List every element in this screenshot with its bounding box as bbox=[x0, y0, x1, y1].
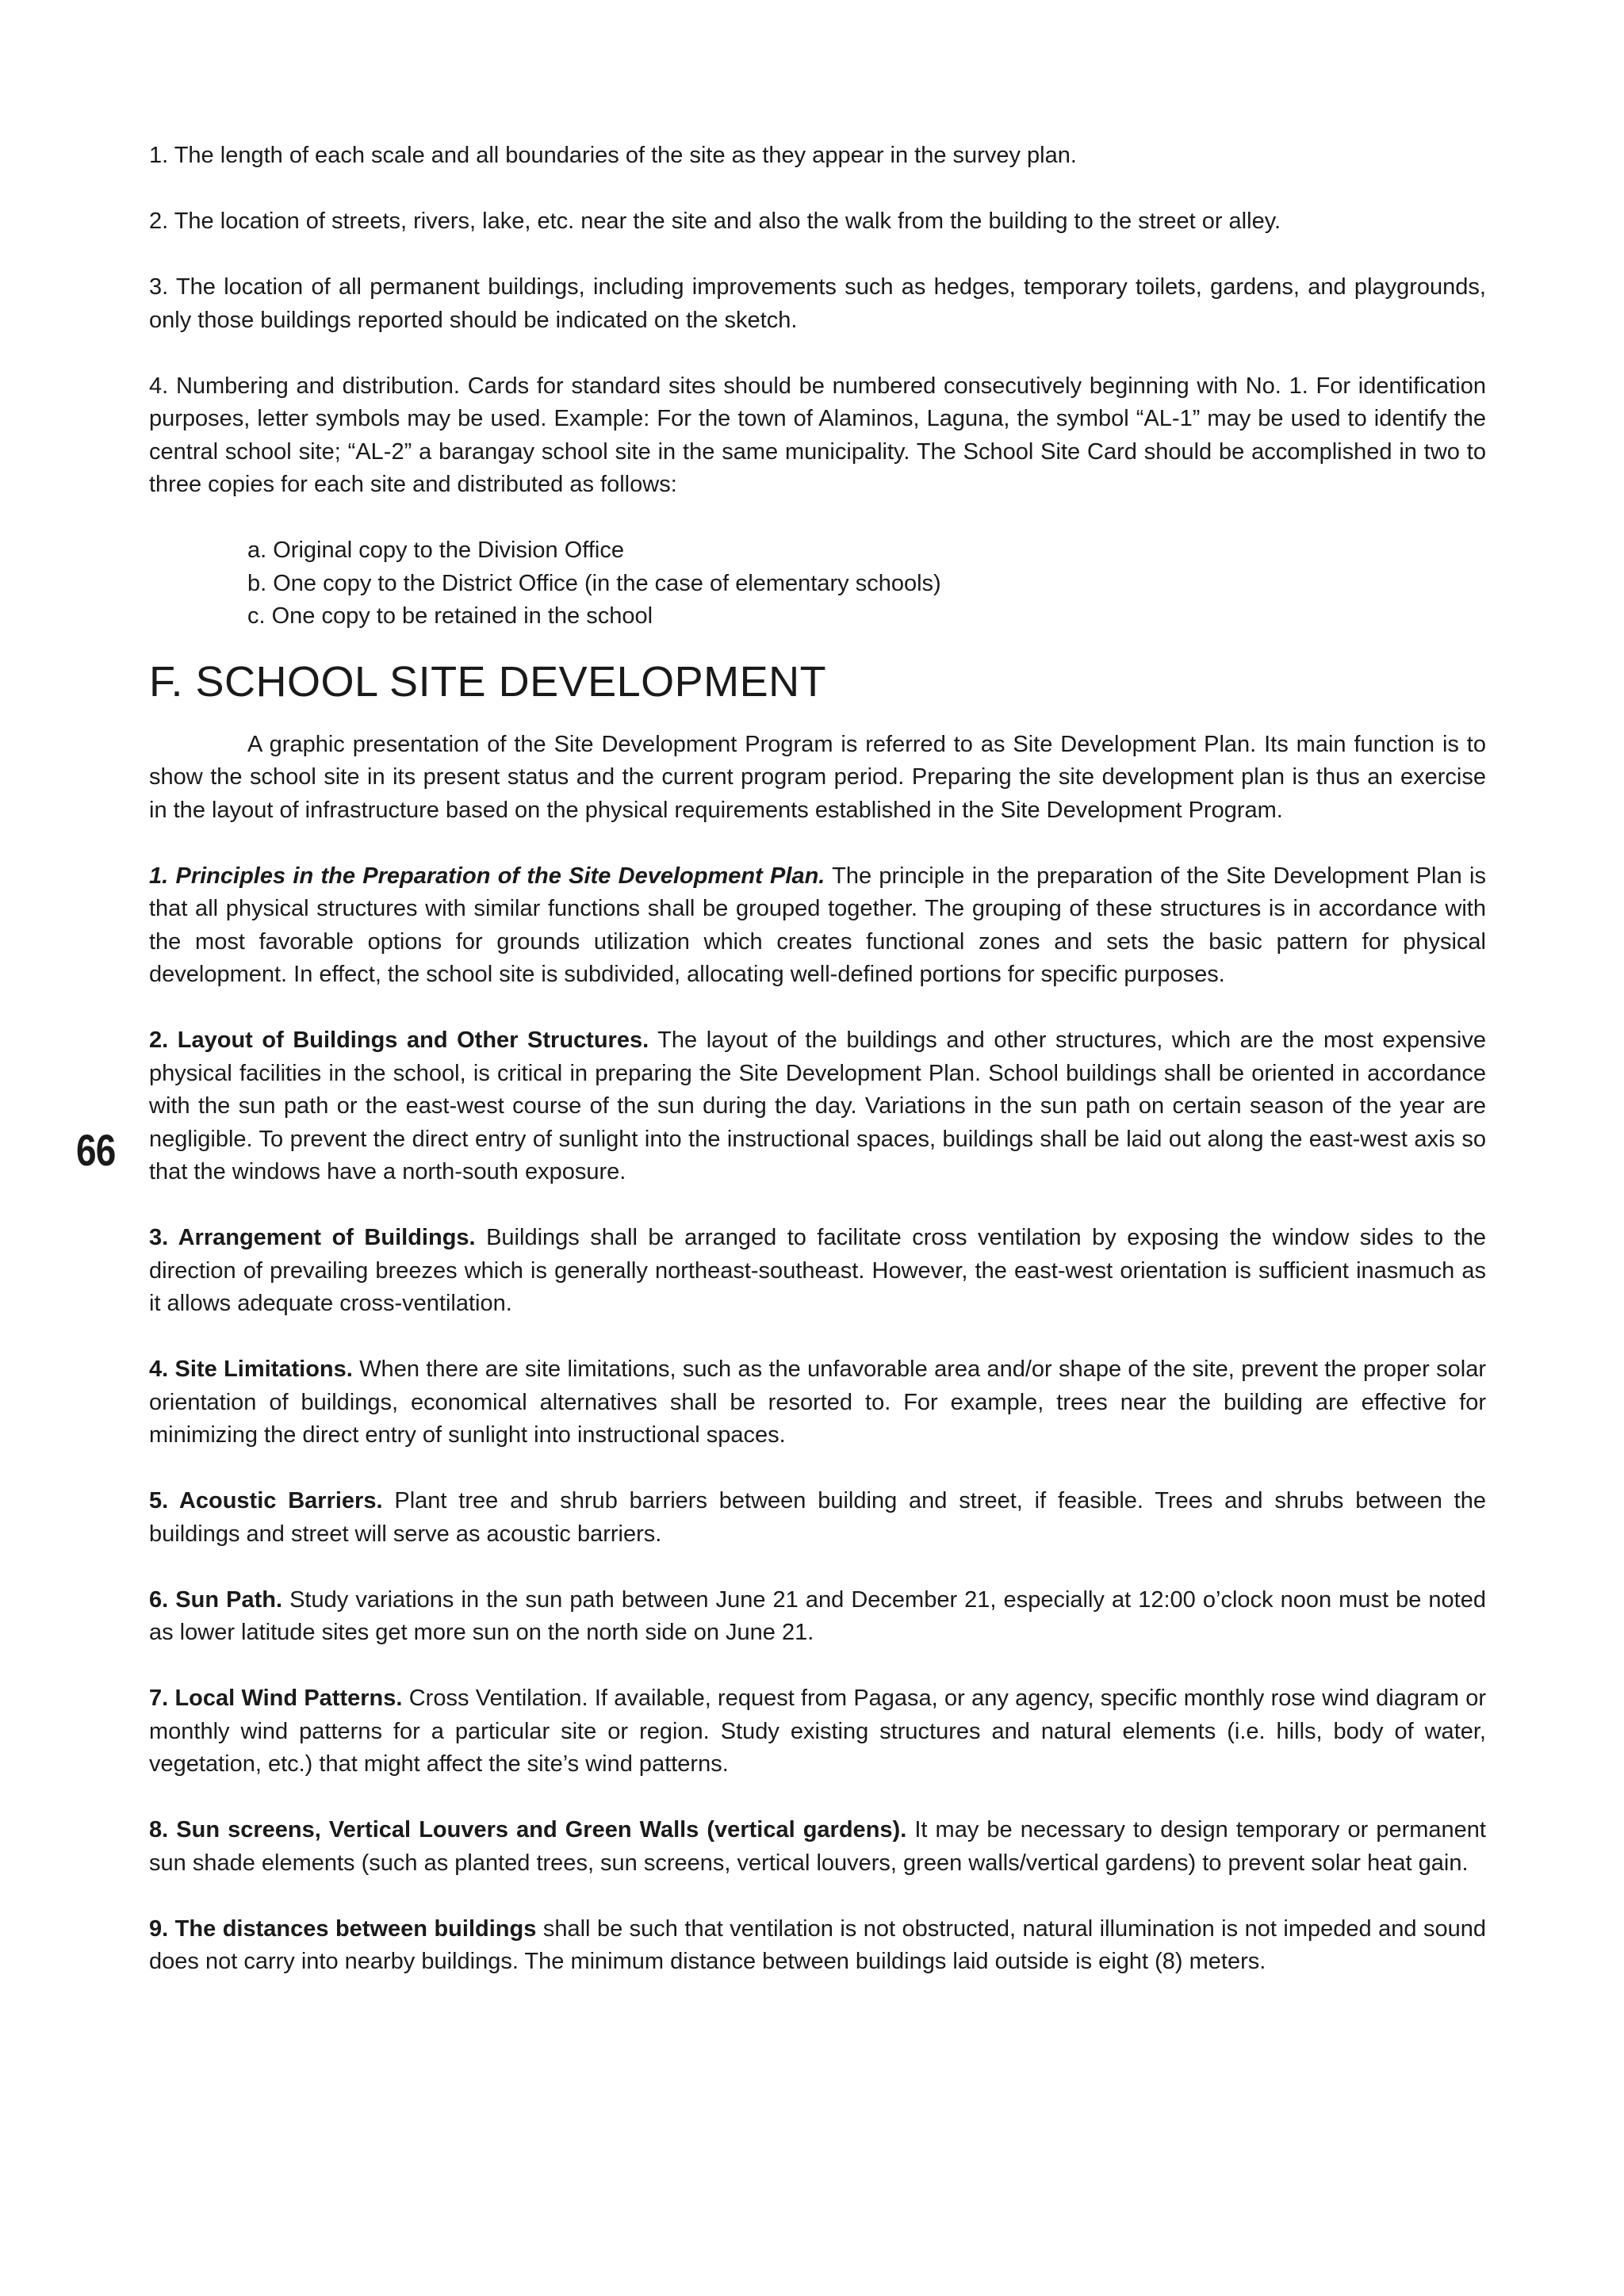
principle-6 bbox=[149, 1584, 1486, 1650]
principle-3-lead: 3. Arrangement of Buildings. bbox=[149, 1225, 476, 1250]
principle-4-lead: 4. Site Limitations. bbox=[149, 1357, 353, 1382]
principle-8 bbox=[149, 1814, 1486, 1880]
principle-1-text: The principle in the preparation of the Site Development Plan is that all physical structures with similar functions shall be grouped together. The grouping of these structures is in accordance with the most favorable options for grounds utilization which creates functional zones and sets the basic pattern for physical development. In effect, the school site is subdivided, allocating well-defined portions for specific purposes. bbox=[149, 863, 1486, 987]
principle-5 bbox=[149, 1485, 1486, 1551]
principle-8-lead: 8. Sun screens, Vertical Louvers and Green Walls (vertical gardens). bbox=[149, 1817, 907, 1843]
principle-7-text: Cross Ventilation. If available, request from Pagasa, or any agency, specific monthly rose wind diagram or monthly wind patterns for a particular site or region. Study existing structures and natural elements (i.e. hills, body of water, vegetation, etc.) that might affect the site’s wind patterns. bbox=[149, 1686, 1486, 1777]
section-title: F. SCHOOL SITE DEVELOPMENT bbox=[149, 657, 827, 706]
principle-2-lead: 2. Layout of Buildings and Other Structures. bbox=[149, 1027, 649, 1053]
principle-4 bbox=[149, 1353, 1486, 1452]
principle-4-text: When there are site limitations, such as the unfavorable area and/or shape of the site, prevent the proper solar orientation of buildings, economical alternatives shall be resorted to. For example, trees near the building are effective for minimizing the direct entry of sunlight into instructional spaces. bbox=[149, 1357, 1487, 1448]
distribution-item: b. One copy to the District Office (in the case of elementary schools) bbox=[247, 570, 941, 596]
intro-item-4: 4. Numbering and distribution. Cards for standard sites should be numbered consecutively beginning with No. 1. For identification purposes, letter symbols may be used. Example: For the town of Alaminos, Laguna, the symbol “AL-1” may be used to identify the central school site; “AL-2” a barangay school site in the same municipality. The School Site Card should be accomplished in two to three copies for each site and distributed as follows: bbox=[149, 373, 1486, 497]
principle-5-lead: 5. Acoustic Barriers. bbox=[149, 1488, 383, 1513]
principle-9-text: shall be such that ventilation is not obstructed, natural illumination is not impeded and sound does not carry into nearby buildings. The minimum distance between buildings laid outside is eight (8) meters. bbox=[149, 1915, 1486, 1974]
principle-8-text: It may be necessary to design temporary or permanent sun shade elements (such as planted trees, sun screens, vertical louvers, green walls/vertical gardens) to prevent solar heat gain. bbox=[149, 1817, 1486, 1876]
principle-2 bbox=[149, 1024, 1486, 1189]
principle-2-text: The layout of the buildings and other structures, which are the most expensive physical facilities in the school, is critical in preparing the Site Development Plan. School buildings shall be oriented in accordance with the sun path or the east-west course of the sun during the day. Variations in the sun path on certain season of the year are negligible. To prevent the direct entry of sunlight into the instructional spaces, buildings shall be laid out along the east-west axis so that the windows have a north-south exposure. bbox=[149, 1027, 1487, 1184]
principle-6-text: Study variations in the sun path between June 21 and December 21, especially at 12:00 o’clock noon must be noted as lower latitude sites get more sun on the north side on June 21. bbox=[149, 1586, 1486, 1645]
principle-9 bbox=[149, 1913, 1486, 1979]
intro-item-2: 2. The location of streets, rivers, lake, etc. near the site and also the walk from the building to the street or alley. bbox=[149, 209, 1281, 234]
principle-3-text: Buildings shall be arranged to facilitate cross ventilation by exposing the window sides to the direction of prevailing breezes which is generally northeast-southeast. However, the east-west orientation is sufficient inasmuch as it allows adequate cross-ventilation. bbox=[149, 1225, 1486, 1316]
distribution-list bbox=[149, 534, 1486, 633]
intro-item-1: 1. The length of each scale and all boundaries of the site as they appear in the survey plan. bbox=[149, 143, 1077, 168]
principle-1 bbox=[149, 860, 1486, 992]
page-number: 66 bbox=[76, 1125, 116, 1175]
principle-7 bbox=[149, 1682, 1486, 1781]
principle-5-text: Plant tree and shrub barriers between building and street, if feasible. Trees and shrubs between the buildings and street will serve as acoustic barriers. bbox=[149, 1488, 1486, 1547]
principle-3 bbox=[149, 1222, 1486, 1321]
principle-6-lead: 6. Sun Path. bbox=[149, 1586, 283, 1613]
principle-9-lead: 9. The distances between buildings bbox=[149, 1915, 537, 1942]
section-intro: A graphic presentation of the Site Development Program is referred to as Site Development Plan. Its main function is to show the school site in its present status and the current program period. Preparing the site development plan is thus an exercise in the layout of infrastructure based on the physical requirements established in the Site Development Program. bbox=[149, 731, 1486, 823]
principle-7-lead: 7. Local Wind Patterns. bbox=[149, 1686, 403, 1711]
distribution-item: c. One copy to be retained in the school bbox=[247, 603, 653, 629]
distribution-item: a. Original copy to the Division Office bbox=[247, 538, 624, 563]
page-body bbox=[149, 140, 1486, 1979]
principle-1-lead: 1. Principles in the Preparation of the Site Development Plan. bbox=[149, 863, 825, 889]
intro-item-3: 3. The location of all permanent buildings, including improvements such as hedges, temporary toilets, gardens, and playgrounds, only those buildings reported should be indicated on the sketch. bbox=[149, 274, 1486, 333]
